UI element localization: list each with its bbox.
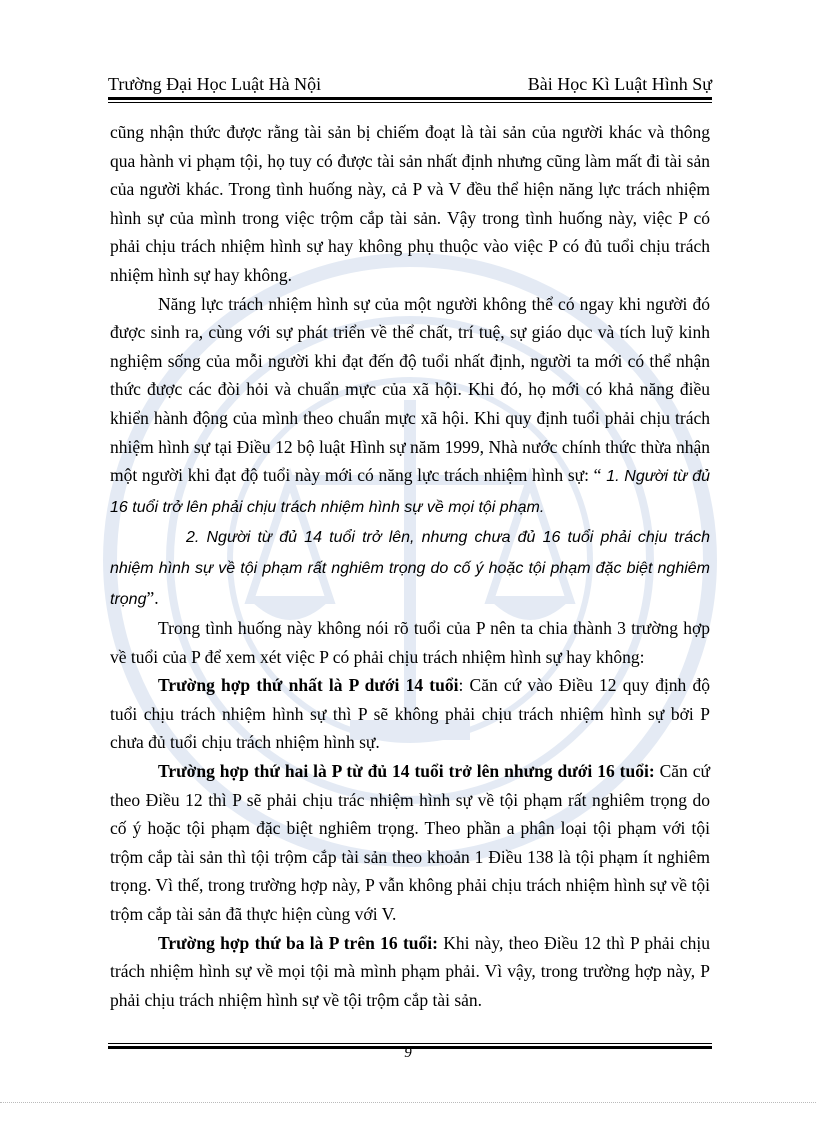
law-quote-clause-1: 1. Người từ đủ 16 tuổi trở lên phải chịu trách nhiệm hình sự về mọi tội phạm. xyxy=(110,468,710,516)
footer-rule-thin xyxy=(108,1043,712,1044)
header-rule-thick xyxy=(108,97,712,100)
law-quote-clause-2: 2. Người từ đủ 14 tuổi trở lên, nhưng chưa đủ 16 tuổi phải chịu trách nhiệm hình sự về tội phạm rất nghiêm trọng do cố ý hoặc tội phạm đặc biệt nghiêm trọng xyxy=(110,529,710,608)
case-2-text: Căn cứ theo Điều 12 thì P sẽ phải chịu trác nhiệm hình sự về tội phạm rất nghiêm trọng do cố ý hoặc tội phạm đặc biệt nghiêm trọng. Theo phần a phân loại tội phạm với tội trộm cắp tài sản thì tội trộm cắp tài sản theo khoản 1 Điều 138 là tội phạm ít nghiêm trọng. Vì thế, trong trường hợp này, P vẫn không phải chịu trách nhiệm hình sự về tội trộm cắp tài sản đã thực hiện cùng với V. xyxy=(110,761,710,925)
case-1-heading: Trường hợp thứ nhất là P dưới 14 tuổi xyxy=(158,675,459,696)
paragraph-2-text: Năng lực trách nhiệm hình sự của một người không thể có ngay khi người đó được sinh ra, cùng với sự phát triển về thể chất, trí tuệ, sự giáo dục và tích luỹ kinh nghiệm sống của mỗi người khi đạt đến độ tuổi nhất định, người ta mới có thể nhận thức được các đòi hỏi và chuẩn mực của xã hội. Khi đó, họ mới có khả năng điều khiển hành động của mình theo chuẩn mực xã hội. Khi quy định tuổi phải chịu trách nhiệm hình sự tại Điều 12 bộ luật Hình sự năm 1999, Nhà nước chính thức thừa nhận một người khi đạt độ tuổi này mới có năng lực trách nhiệm hình sự: “ xyxy=(110,293,710,486)
case-1-paragraph xyxy=(110,671,710,757)
page-bottom-border xyxy=(0,1102,816,1103)
case-2-heading: Trường hợp thứ hai là P từ đủ 14 tuổi trở lên nhưng dưới 16 tuổi: xyxy=(158,761,655,782)
paragraph-1: cũng nhận thức được rằng tài sản bị chiếm đoạt là tài sản của người khác và thông qua hành vi phạm tội, họ tuy có được tài sản nhất định nhưng cũng làm mất đi tài sản của người khác. Trong tình huống này, cả P và V đều thể hiện năng lực trách nhiệm hình sự của mình trong việc trộm cắp tài sản. Vậy trong tình huống này, việc P có phải chịu trách nhiệm hình sự hay không phụ thuộc vào việc P có đủ tuổi chịu trách nhiệm hình sự hay không. xyxy=(110,122,710,285)
case-3-heading: Trường hợp thứ ba là P trên 16 tuổi: xyxy=(158,932,438,953)
case-1-text: : Căn cứ vào Điều 12 quy định độ tuổi chịu trách nhiệm hình sự thì P sẽ không phải chịu trách nhiệm hình sự bởi P chưa đủ tuổi chịu trách nhiệm hình sự. xyxy=(110,675,711,753)
header-subject-title: Bài Học Kì Luật Hình Sự xyxy=(527,74,712,94)
page-header xyxy=(108,74,712,98)
paragraph-2 xyxy=(110,290,710,523)
case-3-text: Khi này, theo Điều 12 thì P phải chịu trách nhiệm hình sự về mọi tội mà mình phạm phải. Vì vậy, trong trường hợp này, P phải chịu trách nhiệm hình sự về tội trộm cắp tài sản. xyxy=(110,932,711,1010)
case-2-paragraph xyxy=(110,757,710,929)
header-rule-thin xyxy=(108,102,712,103)
paragraph-3 xyxy=(110,522,710,614)
document-body xyxy=(110,118,710,1014)
page-number: 9 xyxy=(404,1045,412,1061)
quote-close: ”. xyxy=(146,587,159,608)
header-school-name: Trường Đại Học Luật Hà Nội xyxy=(108,74,322,94)
case-3-paragraph xyxy=(110,929,710,1015)
paragraph-4: Trong tình huống này không nói rõ tuổi của P nên ta chia thành 3 trường hợp về tuổi của P để xem xét việc P có phải chịu trách nhiệm hình sự hay không: xyxy=(110,618,710,667)
